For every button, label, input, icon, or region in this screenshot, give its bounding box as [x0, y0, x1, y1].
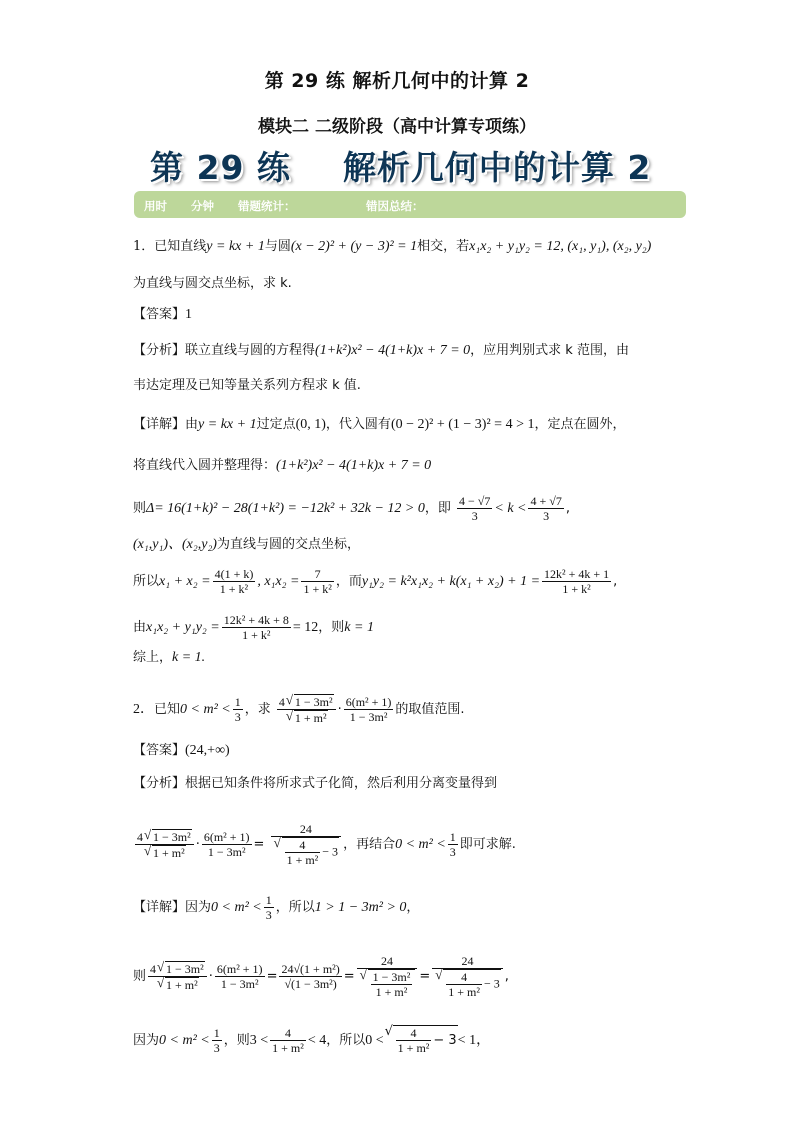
q1-answer	[133, 307, 192, 323]
q1-final-fraction	[222, 613, 291, 642]
q2-bound: < 4	[307, 1033, 327, 1048]
q2-answer	[133, 743, 230, 759]
fraction-denominator: 1 + m²	[375, 985, 408, 999]
coefficient: 4	[137, 830, 143, 844]
q1-k-result: k = 1.	[172, 650, 206, 665]
fraction-denominator: 3	[213, 1041, 220, 1055]
fraction-numerator: √ 1 − 3m²	[372, 970, 411, 984]
q2-third-fraction	[233, 695, 243, 724]
q1-vieta-product-fraction	[301, 567, 333, 596]
q1-detail-line2	[133, 458, 431, 474]
banner-title	[150, 142, 650, 186]
q2-expr-fraction-a	[135, 829, 194, 860]
q1-conclusion	[133, 650, 205, 666]
sqrt-radicand: √ 1 + m²	[165, 977, 199, 992]
fraction-denominator: 3	[234, 710, 241, 724]
q2-analysis-text: ，再结合	[343, 837, 396, 852]
q1-text: 相交，若	[417, 239, 470, 254]
coefficient: 4	[150, 962, 157, 976]
q2-text: ，求	[244, 702, 271, 717]
q2-analysis-text: 即可求解.	[459, 837, 516, 852]
q1-detail-text: 过定点	[256, 417, 296, 432]
fraction-denominator: 1 − 3m²	[220, 977, 259, 991]
q2-text: 的取值范围.	[395, 702, 465, 717]
q1-statement-line1	[133, 239, 651, 255]
equals-sign: =	[266, 969, 278, 984]
fraction-numerator: 24√(1 + m²)	[281, 962, 340, 976]
q2-detail-text: 因为	[133, 1033, 160, 1048]
q1-k-lower-fraction	[457, 494, 492, 523]
analysis-label: 【分析】	[133, 776, 186, 791]
fraction-denominator: 1 + k²	[219, 582, 249, 596]
q1-analysis-line1	[133, 343, 629, 359]
q1-line-equation: y = kx + 1	[206, 239, 265, 254]
q1-circle-equation: (x − 2)² + (y − 3)² = 1	[290, 239, 418, 254]
fraction-numerator: 12k² + 4k + 1	[544, 567, 610, 581]
q2-expr-fraction-b	[202, 830, 252, 859]
q2-bound: 0 <	[365, 1033, 384, 1048]
fraction-numerator: 6(m² + 1)	[345, 695, 392, 709]
fraction-numerator: 4	[270, 1026, 306, 1041]
q2-detail-text: ，所以	[275, 900, 315, 915]
banner-title-left: 第 29 练	[150, 148, 291, 187]
fraction-denominator: 1 + k²	[303, 582, 332, 596]
q1-text: 与圆	[264, 239, 291, 254]
q1-analysis-equation: (1+k²)x² − 4(1+k)x + 7 = 0	[315, 343, 471, 358]
answer-label: 【答案】	[133, 743, 186, 758]
q1-number: 1．	[133, 239, 155, 254]
q2-inequality: 1 > 1 − 3m² > 0	[314, 900, 407, 915]
q2-detail-line2: 则 4√ 1 − 3m² √ 1 + m² · $\frac{\text{6(m² + 1)}}{\text{1 − 3m²}}$ = $\frac{\text{24√(1 + m²)}}{\text{√(1 − 3m²)}}$ = 24 √ $\frac{\text{1 − 3m²}}{\text{1 + m²}}$ = 24 √ $\frac{4}{\text{1 + m²}}$ − 3 ,	[133, 954, 509, 999]
inner-fraction	[446, 970, 482, 999]
q2-bound: 3 <	[249, 1033, 269, 1048]
fraction-denominator: 3	[543, 509, 550, 523]
q1-fixed-point: (0, 1)	[295, 417, 326, 432]
q2-middle-fraction	[279, 962, 341, 991]
fraction-denominator: 1 + k²	[242, 628, 271, 642]
q2-result-fraction	[271, 822, 341, 867]
fraction-numerator: 6(m² + 1)	[216, 962, 263, 976]
q2-answer-value: (24,+∞)	[185, 743, 230, 758]
fraction-numerator: 24	[357, 954, 418, 969]
fraction-numerator: √ 4	[285, 838, 321, 853]
sqrt-radicand: √ 1 + m²	[152, 845, 186, 860]
q1-k-result: k = 1	[344, 620, 374, 635]
q1-detail-text: 由	[185, 417, 199, 432]
sqrt-radicand: √ 1 + m²	[294, 710, 328, 725]
equals-sign: =	[419, 969, 431, 984]
q1-detail-text: ，则	[318, 620, 345, 635]
fraction-numerator: 1	[213, 1026, 220, 1040]
q2-range: 0 < m² <	[159, 1033, 210, 1048]
q1-detail-line1	[133, 417, 625, 433]
q2-result-fraction	[432, 954, 502, 999]
q1-detail-text: 由	[133, 620, 147, 635]
q1-k-range: < k <	[494, 501, 527, 516]
fraction-denominator: 3	[265, 908, 272, 922]
answer-label: 【答案】	[133, 307, 186, 322]
q2-expr-fraction-b	[344, 695, 394, 724]
inner-fraction	[371, 970, 413, 999]
q1-detail-text: ，定点在圆外，	[534, 417, 626, 432]
inner-fraction	[285, 838, 321, 867]
fraction-denominator: 1 − 3m²	[207, 845, 246, 859]
fraction-numerator: 4 + √7	[530, 494, 562, 508]
q1-detail-text: ，即	[424, 501, 451, 516]
fraction-numerator: √ 4	[396, 1026, 432, 1041]
q2-range: 0 < m² <	[395, 837, 446, 852]
wrong-count-label: 错题统计：	[238, 199, 296, 213]
q1-discriminant: Δ= 16(1+k)² − 28(1+k²) = −12k² + 32k − 12 > 0	[146, 501, 425, 516]
q2-number: 2．	[133, 702, 154, 717]
q2-expr-fraction-b	[215, 962, 265, 991]
q1-detail-line6	[133, 613, 374, 642]
sqrt-radicand: √ 1 − 3m²	[165, 961, 205, 976]
q2-range: 0 < m² <	[211, 900, 262, 915]
fraction-numerator: 4(1 + k)	[214, 567, 254, 581]
fraction-denominator: 1 + m²	[448, 985, 480, 999]
wrong-reason-label: 错因总结：	[366, 199, 424, 213]
q1-detail-text: 则	[133, 501, 147, 516]
q2-expr-fraction-a	[148, 961, 207, 992]
minus-three: − 3	[322, 844, 339, 859]
detail-label: 【详解】	[133, 900, 186, 915]
fraction-denominator: 3	[449, 845, 456, 859]
q2-third-fraction	[212, 1026, 222, 1055]
q1-analysis-line2: 韦达定理及已知等量关系列方程求 k 值.	[133, 378, 361, 393]
q1-detail-text: 为直线与圆的交点坐标，	[216, 537, 360, 552]
fraction-denominator: √(1 − 3m²)	[284, 977, 337, 991]
q2-nested-fraction	[357, 954, 418, 999]
fraction-numerator: 6(m² + 1)	[203, 830, 250, 844]
fraction-denominator: 3	[471, 509, 478, 523]
q2-analysis-line1	[133, 776, 497, 792]
q2-third-fraction	[264, 893, 274, 922]
q1-text: 已知直线	[154, 239, 207, 254]
fraction-numerator: 1	[449, 830, 456, 844]
q1-analysis-text: 联立直线与圆的方程得	[185, 343, 316, 358]
q1-y-product-fraction	[542, 567, 611, 596]
q2-analysis-text: 根据已知条件将所求式子化简，然后利用分离变量得到	[185, 776, 498, 791]
time-label: 用时	[144, 199, 167, 213]
q2-third-fraction	[448, 830, 458, 859]
q2-detail-line3	[133, 1025, 490, 1055]
q1-answer-value: 1	[185, 307, 193, 322]
q1-analysis-text: ，应用判别式求 k 范围，由	[470, 343, 629, 358]
q1-detail-equation: (1+k²)x² − 4(1+k)x + 7 = 0	[276, 458, 432, 473]
detail-label: 【详解】	[133, 417, 186, 432]
document-title: 第 29 练 解析几何中的计算 2	[264, 70, 530, 92]
q1-detail-equation: y = kx + 1	[198, 417, 257, 432]
equals-sign: =	[343, 969, 355, 984]
q1-detail-line3: 则Δ= 16(1+k)² − 28(1+k²) = −12k² + 32k − 12 > 0，即 $\frac{4 - √7}{3}$ < k < $\frac{4 + √7}{3}$ ,	[133, 494, 570, 523]
q2-detail-text: ，则	[223, 1033, 250, 1048]
fraction-numerator: 4 − √7	[459, 494, 491, 508]
q1-condition: x₁x₂ + y₁y₂ = 12, (x₁, y₁), (x₂, y₂)	[469, 239, 652, 254]
q2-text: 已知	[154, 702, 181, 717]
q2-detail-text: 则	[133, 969, 147, 984]
q1-vieta-sum-fraction	[213, 567, 256, 596]
q1-final-equation: x₁x₂ + y₁y₂ =	[146, 620, 220, 635]
sqrt-radicand: √ 1 − 3m²	[294, 694, 334, 709]
q1-intersection-points: (x₁,y₁)、(x₂,y₂)	[133, 537, 217, 552]
banner-title-right: 解析几何中的计算 2	[342, 148, 652, 187]
fraction-denominator: 1 + m²	[397, 1041, 430, 1055]
q1-detail-text: ，代入圆有	[325, 417, 391, 432]
stats-bar	[134, 191, 686, 218]
q2-bound: < 1，	[457, 1033, 491, 1048]
fraction-numerator: 12k² + 4k + 8	[223, 613, 289, 627]
inner-fraction	[396, 1026, 432, 1055]
q1-detail-equation: (0 − 2)² + (1 − 3)² = 4 > 1	[390, 417, 535, 432]
q1-detail-text: 将直线代入圆并整理得：	[133, 458, 277, 473]
q2-range: 0 < m² <	[180, 702, 231, 717]
q1-detail-text: ，而	[335, 574, 362, 589]
q1-final-value: = 12	[292, 620, 319, 635]
q1-detail-line4	[133, 537, 360, 553]
fraction-denominator: 1 − 3m²	[349, 710, 388, 724]
fraction-denominator: 1 + m²	[286, 853, 319, 867]
q2-detail-text: 因为	[185, 900, 212, 915]
fraction-numerator: 7	[301, 567, 333, 582]
q2-expr-fraction-a	[277, 694, 336, 725]
q1-statement-line2: 为直线与圆交点坐标，求 k.	[133, 276, 292, 291]
q1-detail-text: 综上，	[133, 650, 173, 665]
fraction-numerator: √ 4	[446, 970, 482, 985]
q1-vieta-sum: x₁ + x₂ =	[159, 574, 211, 589]
fraction-denominator: 1 + k²	[562, 582, 591, 596]
fraction-numerator: 24	[432, 954, 502, 969]
q1-vieta-product: , x₁x₂ =	[257, 574, 300, 589]
q1-detail-line5: 所以x₁ + x₂ = $\frac{4(1 + k)}{\text{1 + k²}}$ , x₁x₂ = $\frac{7}{\text{1 + k²}}$ ，而y₁y₂ = k²x₁x₂ + k(x₁ + x₂) + 1 = $\frac{\text{12k² + 4k + 1}}{\text{1 + k²}}$ ,	[133, 567, 618, 596]
q1-y-product: y₁y₂ = k²x₁x₂ + k(x₁ + x₂) + 1 =	[361, 574, 541, 589]
q2-detail-text: ，所以	[326, 1033, 366, 1048]
q2-bound-fraction	[270, 1026, 306, 1055]
fraction-denominator: 1 + m²	[272, 1041, 304, 1055]
q2-detail-line1: 【详解】因为0 < m² < $\frac{1}{3}$ ，所以1 > 1 − 3m² > 0，	[133, 893, 420, 922]
minus-three: − 3	[483, 976, 500, 991]
coefficient: 4	[278, 695, 285, 709]
fraction-numerator: 24	[271, 822, 341, 837]
analysis-label: 【分析】	[133, 343, 186, 358]
fraction-numerator: 1	[234, 695, 241, 709]
minutes-label: 分钟	[191, 199, 214, 213]
minus-three: − 3	[433, 1033, 457, 1048]
q1-detail-text: 所以	[133, 574, 160, 589]
q2-analysis-line2: 4√ 1 − 3m² √ 1 + m² · $\frac{\text{6(m² + 1)}}{\text{1 − 3m²}}$ = 24 √ $\frac{4}{\text{1 + m²}}$ − 3 ，再结合0 < m² < $\frac{1}{3}$ 即可求解.	[133, 822, 516, 867]
fraction-numerator: 1	[265, 893, 272, 907]
sqrt-radicand: √ 1 − 3m²	[152, 829, 192, 844]
q2-statement: 2．已知0 < m² < $\frac{1}{3}$ ，求 4√ 1 − 3m² √ 1 + m² · $\frac{\text{6(m² + 1)}}{\text{1 − 3m²}}$ 的取值范围.	[133, 694, 465, 725]
module-subtitle: 模块二 二级阶段（高中计算专项练）	[258, 117, 536, 137]
q1-k-upper-fraction	[528, 494, 563, 523]
